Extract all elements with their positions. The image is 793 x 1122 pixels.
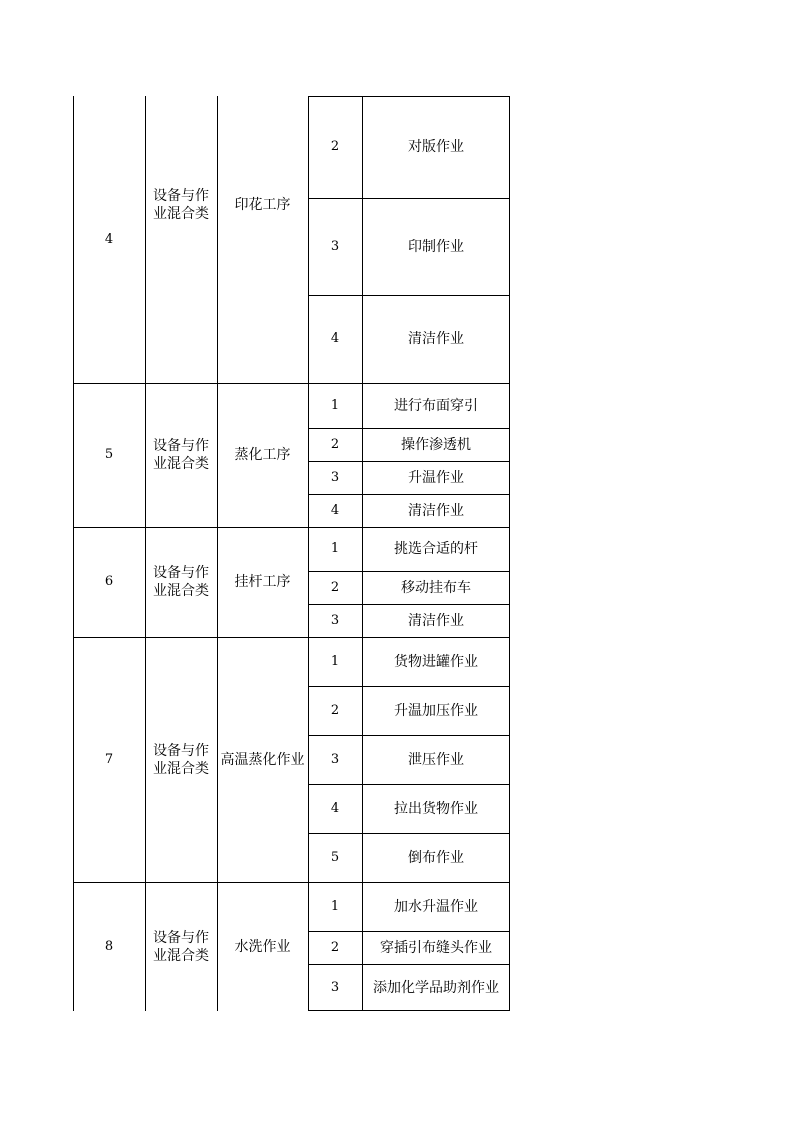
- step-name: 加水升温作业: [394, 898, 478, 915]
- step-number: 3: [330, 612, 340, 628]
- step-name: 货物进罐作业: [394, 653, 478, 670]
- step-name: 印制作业: [408, 238, 464, 255]
- group-process: 蒸化工序: [234, 447, 291, 463]
- group-category: 设备与作业混合类: [153, 187, 209, 222]
- group-process: 高温蒸化作业: [220, 751, 305, 768]
- step-number: 2: [330, 939, 340, 955]
- step-name: 对版作业: [408, 139, 464, 155]
- step-name: 清洁作业: [408, 502, 464, 519]
- table-divider-no: [145, 96, 146, 1011]
- step-name: 操作渗透机: [401, 436, 471, 453]
- step-number: 3: [330, 469, 340, 485]
- step-name: 清洁作业: [408, 331, 464, 347]
- step-number: 4: [330, 502, 340, 518]
- step-number: 1: [330, 653, 340, 669]
- step-number: 1: [330, 541, 340, 556]
- step-number: 1: [330, 898, 340, 914]
- step-name: 升温作业: [408, 469, 464, 486]
- group-process: 印花工序: [234, 196, 291, 213]
- step-name: 泄压作业: [408, 751, 464, 768]
- step-number: 3: [330, 979, 340, 995]
- step-name: 清洁作业: [408, 612, 464, 629]
- step-number: 1: [330, 397, 340, 413]
- group-category: 设备与作业混合类: [153, 742, 209, 777]
- step-name: 拉出货物作业: [394, 800, 478, 817]
- step-name: 挑选合适的杆: [394, 541, 478, 557]
- step-number: 4: [330, 331, 340, 346]
- step-name: 添加化学品助剂作业: [373, 979, 499, 996]
- group-number: 8: [104, 938, 114, 954]
- step-name: 移动挂布车: [401, 579, 471, 596]
- step-number: 3: [330, 238, 340, 254]
- step-name: 穿插引布缝头作业: [380, 939, 492, 956]
- group-number: 6: [104, 574, 114, 589]
- group-process: 水洗作业: [234, 938, 291, 955]
- step-number: 5: [330, 849, 340, 865]
- step-number: 2: [330, 702, 340, 718]
- step-number: 3: [330, 751, 340, 767]
- step-name: 倒布作业: [408, 849, 464, 866]
- step-name: 进行布面穿引: [394, 397, 478, 414]
- group-number: 7: [104, 751, 114, 767]
- step-number: 2: [330, 436, 340, 452]
- group-number: 5: [104, 447, 114, 462]
- step-number: 4: [330, 800, 340, 816]
- step-name: 升温加压作业: [394, 702, 478, 719]
- step-number: 2: [330, 579, 340, 595]
- step-number: 2: [330, 139, 340, 154]
- group-category: 设备与作业混合类: [153, 929, 209, 964]
- group-category: 设备与作业混合类: [153, 565, 209, 599]
- group-category: 设备与作业混合类: [153, 438, 209, 472]
- group-number: 4: [104, 231, 114, 247]
- group-process: 挂杆工序: [234, 574, 291, 590]
